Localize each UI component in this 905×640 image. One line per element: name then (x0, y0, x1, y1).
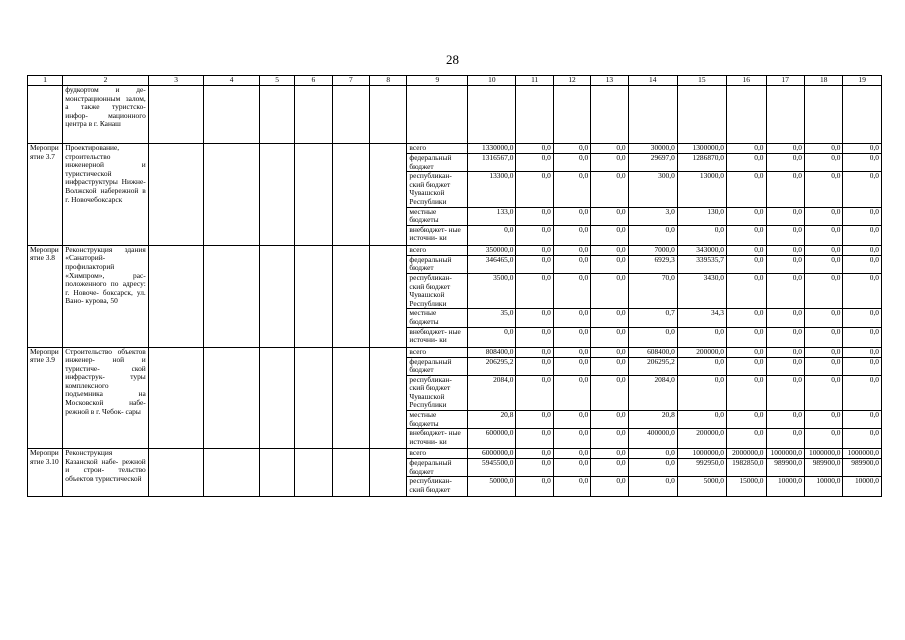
amount-cell: 0,0 (591, 477, 628, 497)
funding-source-cell: федеральный бюджет (407, 459, 468, 477)
amount-cell: 35,0 (468, 309, 516, 327)
amount-cell: 339535,7 (677, 255, 726, 273)
amount-cell: 13300,0 (468, 172, 516, 207)
funding-source-cell: республикан- ский бюджет Чувашской Республики (407, 375, 468, 410)
amount-cell: 1000000,0 (843, 449, 882, 459)
amount-cell: 0,0 (591, 429, 628, 449)
funding-row (28, 245, 882, 255)
funding-source-cell: республикан- ский бюджет Чувашской Республики (407, 172, 468, 207)
amount-cell: 29697,0 (628, 154, 677, 172)
amount-cell: 130,0 (677, 207, 726, 225)
amount-cell: 0,0 (677, 411, 726, 429)
empty-cell (332, 449, 369, 497)
amount-cell: 989900,0 (766, 459, 804, 477)
amount-cell: 1000000,0 (804, 449, 842, 459)
amount-cell: 0,0 (516, 477, 553, 497)
empty-cell (259, 144, 294, 246)
amount-cell: 0,0 (726, 347, 766, 357)
column-number-16: 16 (726, 76, 766, 86)
event-id-cell: Мероприятие 3.10 (28, 449, 63, 497)
amount-cell: 6000000,0 (468, 449, 516, 459)
amount-cell: 10000,0 (843, 477, 882, 497)
empty-cell (332, 347, 369, 449)
amount-cell: 0,0 (726, 411, 766, 429)
funding-source-cell: местные бюджеты (407, 411, 468, 429)
empty-cell (332, 144, 369, 246)
amount-cell: 0,0 (553, 207, 590, 225)
amount-cell: 2084,0 (628, 375, 677, 410)
amount-cell: 0,0 (553, 245, 590, 255)
funding-source-cell: федеральный бюджет (407, 255, 468, 273)
amount-cell: 2084,0 (468, 375, 516, 410)
amount-cell: 600000,0 (468, 429, 516, 449)
amount-cell: 0,0 (516, 172, 553, 207)
amount-cell: 0,0 (628, 449, 677, 459)
amount-cell: 0,0 (677, 327, 726, 347)
event-name-cell: Проектирование, строительство инженерной и туристической инфраструктуры Нижне-Волжской набережной в г. Новочебоксарск (63, 144, 149, 246)
empty-cell (370, 347, 407, 449)
amount-cell: 0,0 (766, 357, 804, 375)
empty-cell (259, 347, 294, 449)
amount-cell: 3430,0 (677, 273, 726, 308)
amount-cell: 0,0 (804, 347, 842, 357)
amount-cell: 350000,0 (468, 245, 516, 255)
amount-cell: 0,0 (766, 255, 804, 273)
table-body (28, 76, 882, 497)
funding-source-cell: федеральный бюджет (407, 357, 468, 375)
amount-cell: 0,0 (726, 225, 766, 245)
empty-cell (148, 144, 204, 246)
funding-row (28, 347, 882, 357)
amount-cell: 0,0 (843, 347, 882, 357)
amount-cell: 0,0 (804, 411, 842, 429)
amount-cell: 2000000,0 (726, 449, 766, 459)
amount-cell: 0,0 (591, 347, 628, 357)
amount-cell: 0,0 (726, 144, 766, 154)
column-number-1: 1 (28, 76, 63, 86)
amount-cell: 400000,0 (628, 429, 677, 449)
amount-cell: 0,0 (726, 357, 766, 375)
amount-cell: 6929,3 (628, 255, 677, 273)
amount-cell: 0,0 (516, 429, 553, 449)
empty-cell (148, 347, 204, 449)
funding-source-cell: федеральный бюджет (407, 154, 468, 172)
amount-cell: 0,0 (553, 411, 590, 429)
amount-cell: 0,0 (553, 357, 590, 375)
amount-cell: 0,0 (804, 245, 842, 255)
amount-cell: 0,0 (591, 449, 628, 459)
amount-cell: 1316567,0 (468, 154, 516, 172)
empty-cell (295, 449, 332, 497)
continuation-id-cell (28, 86, 63, 144)
amount-cell: 0,0 (591, 207, 628, 225)
amount-cell: 0,0 (516, 207, 553, 225)
amount-cell: 0,0 (726, 154, 766, 172)
event-id-cell: Мероприятие 3.9 (28, 347, 63, 449)
amount-cell: 0,0 (726, 245, 766, 255)
amount-cell: 0,0 (628, 327, 677, 347)
amount-cell: 0,0 (553, 375, 590, 410)
amount-cell: 0,0 (804, 309, 842, 327)
empty-cell (259, 449, 294, 497)
amount-cell: 70,0 (628, 273, 677, 308)
amount-cell: 300,0 (628, 172, 677, 207)
amount-cell: 1330000,0 (468, 144, 516, 154)
amount-cell: 0,0 (843, 375, 882, 410)
column-number-12: 12 (553, 76, 590, 86)
amount-cell: 0,0 (804, 273, 842, 308)
amount-cell: 808400,0 (468, 347, 516, 357)
empty-cell (204, 144, 260, 246)
amount-cell: 0,0 (553, 327, 590, 347)
amount-cell: 206295,2 (628, 357, 677, 375)
amount-cell: 0,0 (553, 255, 590, 273)
funding-table (27, 75, 882, 497)
empty-cell (259, 245, 294, 347)
amount-cell: 10000,0 (766, 477, 804, 497)
amount-cell: 0,0 (591, 273, 628, 308)
amount-cell: 0,0 (591, 459, 628, 477)
column-number-13: 13 (591, 76, 628, 86)
amount-cell: 0,0 (553, 172, 590, 207)
amount-cell: 0,0 (591, 144, 628, 154)
amount-cell: 0,0 (766, 225, 804, 245)
amount-cell: 0,0 (553, 449, 590, 459)
amount-cell: 0,0 (468, 327, 516, 347)
amount-cell: 0,0 (804, 429, 842, 449)
column-number-15: 15 (677, 76, 726, 86)
amount-cell: 133,0 (468, 207, 516, 225)
amount-cell: 0,0 (516, 375, 553, 410)
column-number-9: 9 (407, 76, 468, 86)
amount-cell: 0,0 (591, 245, 628, 255)
amount-cell: 0,0 (726, 207, 766, 225)
funding-source-cell: всего (407, 347, 468, 357)
amount-cell: 0,0 (726, 309, 766, 327)
empty-cell (370, 449, 407, 497)
amount-cell: 0,0 (766, 429, 804, 449)
amount-cell: 0,0 (766, 144, 804, 154)
funding-source-cell: республикан- ский бюджет (407, 477, 468, 497)
amount-cell: 0,0 (843, 154, 882, 172)
amount-cell: 0,0 (553, 429, 590, 449)
amount-cell: 0,0 (468, 225, 516, 245)
event-id-cell: Мероприятие 3.7 (28, 144, 63, 246)
amount-cell: 0,0 (726, 375, 766, 410)
amount-cell: 0,0 (804, 327, 842, 347)
amount-cell: 0,0 (591, 309, 628, 327)
amount-cell: 0,0 (516, 273, 553, 308)
amount-cell: 0,0 (628, 459, 677, 477)
amount-cell: 0,0 (766, 273, 804, 308)
amount-cell: 0,0 (804, 255, 842, 273)
empty-cell (295, 245, 332, 347)
amount-cell: 7000,0 (628, 245, 677, 255)
amount-cell: 206295,2 (468, 357, 516, 375)
amount-cell: 0,0 (516, 327, 553, 347)
amount-cell: 0,0 (804, 207, 842, 225)
amount-cell: 0,0 (591, 357, 628, 375)
event-id-cell: Мероприятие 3.8 (28, 245, 63, 347)
amount-cell: 1300000,0 (677, 144, 726, 154)
event-name-cell: Реконструкция Казанской набе- режной и строи- тельство объектов туристической (63, 449, 149, 497)
amount-cell: 0,0 (726, 429, 766, 449)
amount-cell: 0,0 (843, 245, 882, 255)
amount-cell: 0,0 (516, 225, 553, 245)
funding-source-cell: республикан- ский бюджет Чувашской Республики (407, 273, 468, 308)
amount-cell: 0,0 (553, 477, 590, 497)
amount-cell: 0,0 (843, 327, 882, 347)
amount-cell: 0,0 (516, 154, 553, 172)
amount-cell: 0,0 (766, 411, 804, 429)
amount-cell: 0,0 (843, 225, 882, 245)
column-number-11: 11 (516, 76, 553, 86)
amount-cell: 0,0 (766, 327, 804, 347)
column-number-row (28, 76, 882, 86)
amount-cell: 0,0 (677, 357, 726, 375)
continuation-name-cell: фудкортом и де- монстрационным залом, а также туристско-инфор- мационного центра в г. Канаш (63, 86, 149, 144)
amount-cell: 0,0 (516, 255, 553, 273)
empty-cell (204, 347, 260, 449)
amount-cell: 200000,0 (677, 429, 726, 449)
amount-cell: 0,0 (843, 172, 882, 207)
amount-cell: 0,0 (591, 327, 628, 347)
amount-cell: 0,0 (804, 144, 842, 154)
column-number-8: 8 (370, 76, 407, 86)
amount-cell: 0,0 (804, 172, 842, 207)
column-number-10: 10 (468, 76, 516, 86)
page-number: 28 (446, 52, 459, 67)
amount-cell: 989900,0 (804, 459, 842, 477)
amount-cell: 0,0 (766, 154, 804, 172)
funding-source-cell: внебюджет- ные источни- ки (407, 225, 468, 245)
column-number-19: 19 (843, 76, 882, 86)
amount-cell: 0,0 (516, 459, 553, 477)
amount-cell: 5945500,0 (468, 459, 516, 477)
amount-cell: 0,0 (677, 225, 726, 245)
amount-cell: 0,0 (843, 144, 882, 154)
amount-cell: 0,0 (553, 144, 590, 154)
amount-cell: 0,0 (843, 357, 882, 375)
continuation-row (28, 86, 882, 144)
amount-cell: 0,7 (628, 309, 677, 327)
amount-cell: 15000,0 (726, 477, 766, 497)
amount-cell: 30000,0 (628, 144, 677, 154)
amount-cell: 0,0 (766, 309, 804, 327)
amount-cell: 608400,0 (628, 347, 677, 357)
amount-cell: 20,8 (628, 411, 677, 429)
empty-cell (204, 449, 260, 497)
column-number-6: 6 (295, 76, 332, 86)
amount-cell: 0,0 (766, 207, 804, 225)
amount-cell: 0,0 (804, 357, 842, 375)
empty-cell (148, 449, 204, 497)
funding-source-cell: местные бюджеты (407, 207, 468, 225)
amount-cell: 1000000,0 (766, 449, 804, 459)
empty-cell (295, 347, 332, 449)
amount-cell: 0,0 (726, 172, 766, 207)
column-number-14: 14 (628, 76, 677, 86)
amount-cell: 343000,0 (677, 245, 726, 255)
amount-cell: 0,0 (516, 347, 553, 357)
amount-cell: 992950,0 (677, 459, 726, 477)
column-number-7: 7 (332, 76, 369, 86)
amount-cell: 0,0 (516, 449, 553, 459)
amount-cell: 0,0 (726, 255, 766, 273)
amount-cell: 0,0 (726, 273, 766, 308)
empty-cell (332, 245, 369, 347)
funding-source-cell: местные бюджеты (407, 309, 468, 327)
column-number-3: 3 (148, 76, 204, 86)
amount-cell: 50000,0 (468, 477, 516, 497)
amount-cell: 1286870,0 (677, 154, 726, 172)
amount-cell: 10000,0 (804, 477, 842, 497)
amount-cell: 0,0 (766, 347, 804, 357)
column-number-18: 18 (804, 76, 842, 86)
amount-cell: 346465,0 (468, 255, 516, 273)
amount-cell: 5000,0 (677, 477, 726, 497)
amount-cell: 0,0 (516, 309, 553, 327)
amount-cell: 13000,0 (677, 172, 726, 207)
amount-cell: 0,0 (591, 172, 628, 207)
amount-cell: 0,0 (553, 459, 590, 477)
column-number-5: 5 (259, 76, 294, 86)
amount-cell: 0,0 (843, 309, 882, 327)
amount-cell: 0,0 (843, 273, 882, 308)
amount-cell: 0,0 (726, 327, 766, 347)
amount-cell: 0,0 (591, 154, 628, 172)
amount-cell: 0,0 (516, 411, 553, 429)
amount-cell: 0,0 (516, 144, 553, 154)
amount-cell: 0,0 (591, 255, 628, 273)
event-name-cell: Реконструкция здания «Санаторий-профилакторий «Химпром», рас- положенного по адресу: г. Новоче- боксарск, ул. Вано- курова, 50 (63, 245, 149, 347)
amount-cell: 0,0 (766, 375, 804, 410)
empty-cell (370, 245, 407, 347)
amount-cell: 34,3 (677, 309, 726, 327)
amount-cell: 0,0 (804, 225, 842, 245)
amount-cell: 0,0 (591, 225, 628, 245)
funding-source-cell: внебюджет- ные источни- ки (407, 429, 468, 449)
empty-cell (295, 144, 332, 246)
amount-cell: 0,0 (628, 225, 677, 245)
event-name-cell: Строительство объектов инженер- ной и туристиче- ской инфраструк- туры комплексного подъемника на Московской набе- режной в г. Чебок- сары (63, 347, 149, 449)
amount-cell: 0,0 (553, 309, 590, 327)
amount-cell: 989900,0 (843, 459, 882, 477)
amount-cell: 1982850,0 (726, 459, 766, 477)
amount-cell: 0,0 (843, 429, 882, 449)
amount-cell: 0,0 (766, 172, 804, 207)
amount-cell: 0,0 (843, 411, 882, 429)
amount-cell: 0,0 (677, 375, 726, 410)
funding-row (28, 144, 882, 154)
funding-row (28, 449, 882, 459)
amount-cell: 1000000,0 (677, 449, 726, 459)
funding-source-cell: внебюджет- ные источни- ки (407, 327, 468, 347)
funding-source-cell: всего (407, 144, 468, 154)
funding-source-cell: всего (407, 245, 468, 255)
amount-cell: 0,0 (628, 477, 677, 497)
amount-cell: 0,0 (553, 154, 590, 172)
empty-cell (148, 245, 204, 347)
amount-cell: 3,0 (628, 207, 677, 225)
amount-cell: 0,0 (591, 375, 628, 410)
amount-cell: 0,0 (804, 154, 842, 172)
amount-cell: 20,8 (468, 411, 516, 429)
column-number-17: 17 (766, 76, 804, 86)
column-number-4: 4 (204, 76, 260, 86)
amount-cell: 0,0 (804, 375, 842, 410)
column-number-2: 2 (63, 76, 149, 86)
amount-cell: 200000,0 (677, 347, 726, 357)
amount-cell: 0,0 (591, 411, 628, 429)
empty-cell (204, 245, 260, 347)
amount-cell: 0,0 (516, 357, 553, 375)
amount-cell: 3500,0 (468, 273, 516, 308)
amount-cell: 0,0 (553, 347, 590, 357)
amount-cell: 0,0 (766, 245, 804, 255)
amount-cell: 0,0 (843, 207, 882, 225)
amount-cell: 0,0 (553, 225, 590, 245)
funding-source-cell: всего (407, 449, 468, 459)
amount-cell: 0,0 (553, 273, 590, 308)
empty-cell (370, 144, 407, 246)
amount-cell: 0,0 (843, 255, 882, 273)
amount-cell: 0,0 (516, 245, 553, 255)
